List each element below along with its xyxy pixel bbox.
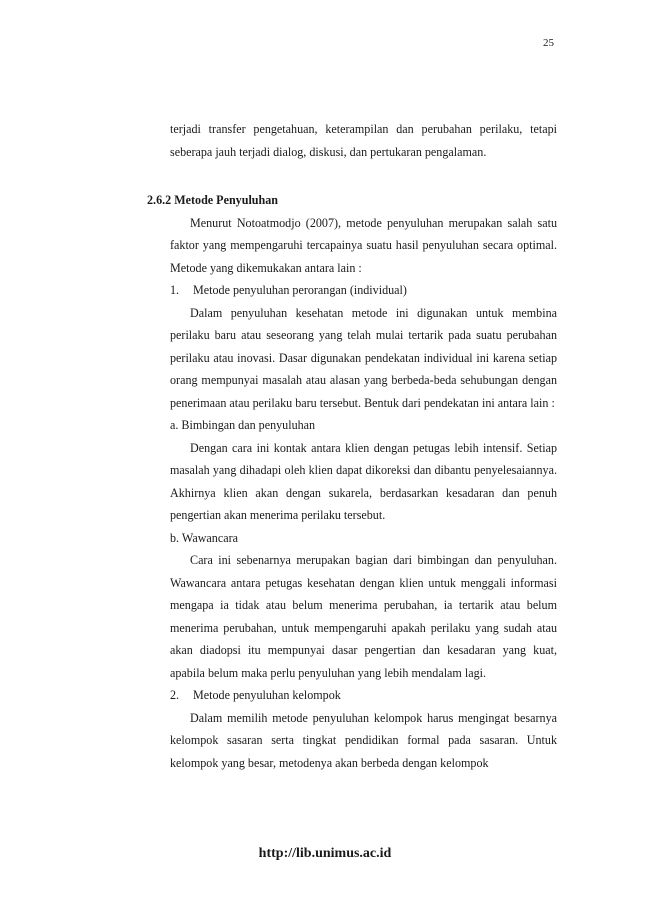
document-body [147,118,557,774]
list-item-1 [170,279,557,684]
page-number: 25 [543,37,554,49]
section-opening-paragraph: Menurut Notoatmodjo (2007), metode penyuluhan merupakan salah satu faktor yang mempengaruhi tercapainya suatu hasil penyuluhan secara optimal. Metode yang dikemukakan antara lain : [170,215,557,275]
list-item-2 [170,684,557,774]
subitem-a-title: a. Bimbingan dan penyuluhan [170,418,316,432]
list-item-1-number: 1. [170,283,180,297]
list-item-1-title: Metode penyuluhan perorangan (individual) [193,283,407,297]
list-item-2-number: 2. [170,688,180,702]
list-item-2-paragraph: Dalam memilih metode penyuluhan kelompok harus mengingat besarnya kelompok sasaran serta tingkat pendidikan formal pada sasaran. Untuk kelompok yang besar, metodenya akan berbeda dengan kelompok [170,710,557,770]
intro-paragraph: terjadi transfer pengetahuan, keterampilan dan perubahan perilaku, tetapi seberapa jauh terjadi dialog, diskusi, dan pertukaran pengalaman. [170,122,557,159]
footer-url-link[interactable]: http://lib.unimus.ac.id [258,846,392,861]
list-item-2-title: Metode penyuluhan kelompok [193,688,341,702]
subitem-b-paragraph: Cara ini sebenarnya merupakan bagian dari bimbingan dan penyuluhan. Wawancara antara petugas kesehatan dengan klien untuk menggali informasi mengapa ia tidak atau belum menerima perubahan, ia tertarik atau belum menerima perubahan, untuk mempengaruhi apakah perilaku yang sudah atau akan diadopsi itu mempunyai dasar pengertian dan kesadaran yang kuat, apabila belum maka perlu penyuluhan yang lebih mendalam lagi. [170,553,557,680]
subitem-b-title: b. Wawancara [170,530,238,545]
section-heading: 2.6.2 Metode Penyuluhan [147,193,279,207]
subitem-a-paragraph: Dengan cara ini kontak antara klien dengan petugas lebih intensif. Setiap masalah yang dihadapi oleh klien dapat dikoreksi dan dibantu penyelesaiannya. Akhirnya klien akan dengan sukarela, berdasarkan kesadaran dan penuh pengertian akan menerima perilaku tersebut. [170,440,557,522]
list-item-1-title-line [170,279,557,302]
list-item-2-title-line [170,684,557,707]
list-item-1-paragraph: Dalam penyuluhan kesehatan metode ini digunakan untuk membina perilaku baru atau seseorang yang telah mulai tertarik pada suatu perubahan perilaku atau inovasi. Dasar digunakan pendekatan individual ini karena setiap orang mempunyai masalah atau alasan yang berbeda-beda sehubungan dengan penerimaan atau perilaku baru tersebut. Bentuk dari pendekatan ini antara lain : [170,305,557,410]
